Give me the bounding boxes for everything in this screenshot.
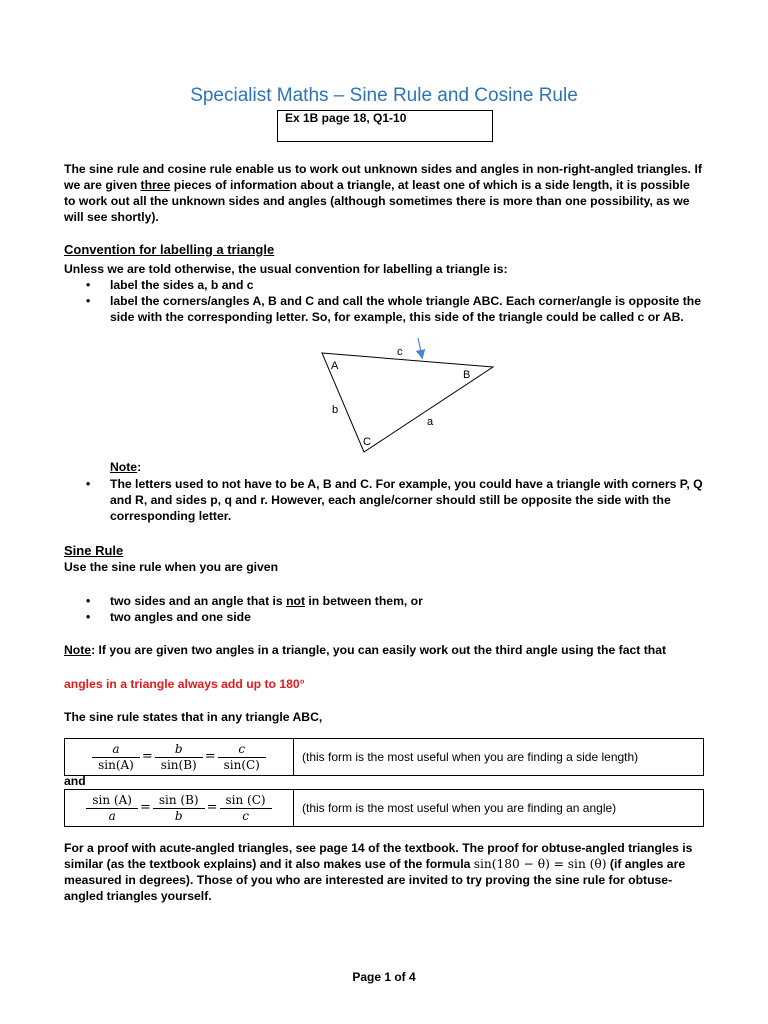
vertex-b-label: B: [463, 369, 471, 381]
sine-rule-note: [64, 642, 704, 658]
page-title: Specialist Maths – Sine Rule and Cosine Rule: [190, 85, 578, 106]
list-item: • label the corners/angles A, B and C and call the whole triangle ABC. Each corner/angle is opposite the side with the corresponding letter. So, for example, this side of the triangle could be called c or AB.: [64, 293, 704, 325]
intro-underlined: three: [140, 178, 171, 192]
convention-heading: Convention for labelling a triangle: [64, 242, 275, 257]
side-c-label: c: [397, 346, 403, 358]
formula-angle-form: $\frac{\sin (A)}{a}$ = $\frac{\sin (B)}{b}$ = $\frac{\sin (C)}{c}$: [65, 790, 294, 827]
proof-text-1: For a proof with acute-angled triangles, see page 14 of the textbook. The proof for obtuse-angled triangles is similar (as the textbook explains) and it also makes use of the formula: [64, 841, 693, 871]
list-item: • label the sides a, b and c: [64, 277, 704, 293]
intro-text-1: The sine rule and cosine rule enable us to work out unknown sides and angles in non-right-angled triangles. If we are given: [64, 162, 702, 192]
sine-rule-list: [64, 593, 704, 625]
side-b-label: b: [332, 404, 339, 416]
triangle-diagram: [300, 338, 510, 460]
angle-sum-fact: angles in a triangle always add up to 180°: [64, 677, 305, 691]
proof-paragraph: [64, 840, 704, 904]
intro-paragraph: [64, 161, 704, 225]
formula-side-desc: (this form is the most useful when you are finding a side length): [294, 739, 704, 776]
proof-text-2: (if angles are measured in degrees). Those of you who are interested are invited to try proving the sine rule for obtuse-angled triangles yourself.: [64, 857, 686, 903]
exercise-box: Ex 1B page 18, Q1-10: [277, 110, 493, 142]
vertex-c-label: C: [363, 436, 371, 448]
note-label: Note: [110, 460, 138, 474]
intro-text-2: pieces of information about a triangle, at least one of which is a side length, it is possible to work out all the unknown sides and angles (although sometimes there is more than one possibility, as we will see shortly).: [64, 178, 690, 224]
convention-lead: Unless we are told otherwise, the usual convention for labelling a triangle is:: [64, 262, 508, 276]
sine-rule-heading: Sine Rule: [64, 543, 124, 558]
note-colon: :: [137, 460, 142, 474]
formula-table-2: [64, 789, 704, 827]
page-number: Page 1 of 4: [352, 970, 416, 984]
sine-rule-statement: The sine rule states that in any triangle ABC,: [64, 710, 323, 724]
sine-note-text: : If you are given two angles in a triangle, you can easily work out the third angle using the fact that: [91, 643, 667, 657]
list-item: • The letters used to not have to be A, B and C. For example, you could have a triangle with corners P, Q and R, and sides p, q and r. However, each angle/corner should still be opposite the side with the corresponding letter.: [64, 476, 704, 524]
formula-angle-desc: (this form is the most useful when you are finding an angle): [294, 790, 704, 827]
vertex-a-label: A: [331, 360, 339, 372]
convention-list: [64, 277, 704, 325]
arrow-pointer: [418, 338, 422, 357]
list-item: • two sides and an angle that is not in between them, or: [64, 593, 704, 609]
note-list: [64, 476, 704, 524]
formula-side-form: $\frac{a}{\sin(A)}$ = $\frac{b}{\sin(B)}$ = $\frac{c}{\sin(C)}$: [65, 739, 294, 776]
proof-formula: sin(180 − θ) = sin (θ): [473, 857, 607, 871]
side-a-label: a: [427, 416, 434, 428]
sine-rule-lead: Use the sine rule when you are given: [64, 560, 279, 574]
list-item: • two angles and one side: [64, 609, 704, 625]
formula-table-1: [64, 738, 704, 776]
note-heading: [64, 459, 750, 475]
triangle-shape: [322, 353, 493, 452]
sine-note-label: Note: [64, 643, 92, 657]
and-text: and: [64, 774, 86, 788]
